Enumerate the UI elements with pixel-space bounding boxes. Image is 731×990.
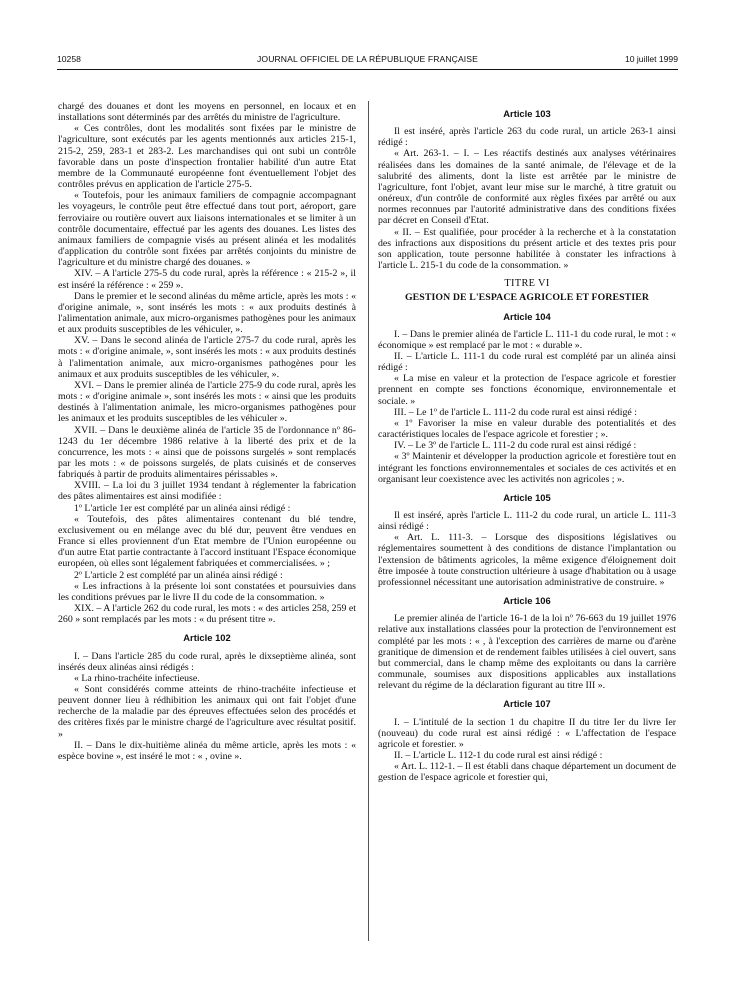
paragraph: 2º L'article 2 est complété par un alinéa ainsi rédigé : <box>74 569 283 581</box>
title-heading: TITRE VI <box>504 278 550 290</box>
paragraph: « II. – Est qualifiée, pour procéder à la recherche et à la constatation des infractions aux dispositions du présent article et des textes pris pour son application, toute personne habilitée à constater les infractions à l'article L. 215-1 du code de la consommation. » <box>378 226 676 272</box>
paragraph: « Les infractions à la présente loi sont constatées et poursuivies dans les conditions prévues par le livre II du code de la consommation. » <box>58 580 356 603</box>
paragraph: Le premier alinéa de l'article 16-1 de la loi nº 76-663 du 19 juillet 1976 relative aux installations classées pour la protection de l'environnement est complété par les mots : « , à l'exception des carrières de marne ou d'arène granitique de dimension et de rendement faibles utilisées à ciel ouvert, sans but commercial, dans le champ même des exploitants ou dans la carrière communale, soumises aux dispositions applicables aux installations relevant du régime de la déclaration figurant au titre III ». <box>378 613 676 692</box>
paragraph: IV. – Le 3º de l'article L. 111-2 du code rural est ainsi rédigé : <box>394 440 637 452</box>
paragraph: 1º L'article 1er est complété par un alinéa ainsi rédigé : <box>74 502 291 514</box>
article-heading: Article 102 <box>183 632 231 644</box>
paragraph: XVII. – Dans le deuxième alinéa de l'article 35 de l'ordonnance nº 86-1243 du 1er décembre 1986 relative à la liberté des prix et de la concurrence, les mots : « ainsi que de poissons surgelés » sont remplacés par les mots : « de poissons surgelés, de plats cuisinés et de conserves fabriqués à partir de produits alimentaires périssables ». <box>58 424 356 481</box>
paragraph: III. – Le 1º de l'article L. 111-2 du code rural est ainsi rédigé : <box>394 406 637 418</box>
paragraph: Il est inséré, après l'article L. 111-2 du code rural, un article L. 111-3 ainsi rédigé : <box>378 510 676 533</box>
paragraph: « Sont considérés comme atteints de rhino-trachéite infectieuse et peuvent donner lieu à rédhibition les animaux qui ont fait l'objet d'une recherche de la maladie par des épreuves effectuées selon des procédés et des critères fixés par le ministre chargé de l'agriculture avec résultat positif. » <box>58 683 356 740</box>
paragraph: « Art. L. 111-3. – Lorsque des dispositions législatives ou réglementaires soumettent à des conditions de distance l'implantation ou l'extension de bâtiments agricoles, la même exigence d'éloignement doit être imposée à toute construction ultérieure à usage d'habitation ou à usage professionnel nécessitant une autorisation administrative de construire. » <box>378 532 676 588</box>
paragraph: II. – L'article L. 111-1 du code rural est complété par un alinéa ainsi rédigé : <box>378 350 676 374</box>
page-header <box>57 54 678 68</box>
paragraph: « Art. L. 112-1. – Il est établi dans chaque département un document de gestion de l'espace agricole et forestier qui, <box>378 761 676 784</box>
paragraph: XVI. – Dans le premier alinéa de l'article 275-9 du code rural, après les mots : « d'origine animale », sont insérés les mots : « ainsi que les produits destinés à l'alimentation animale, les micro-organismes pathogènes pour les animaux et les produits susceptibles de les véhiculer ». <box>58 379 356 425</box>
right-column <box>378 101 676 783</box>
paragraph: Il est inséré, après l'article 263 du code rural, un article 263-1 ainsi rédigé : <box>378 126 676 149</box>
column-separator <box>368 101 369 941</box>
paragraph: I. – Dans le premier alinéa de l'article L. 111-1 du code rural, le mot : « économique » est remplacé par le mot : « durable ». <box>378 328 676 351</box>
paragraph: « Ces contrôles, dont les modalités sont fixées par le ministre de l'agriculture, sont exécutés par les agents mentionnés aux articles 215-1, 215-2, 259, 283-1 et 283-2. Les marchandises qui ont subi un contrôle favorable dans un poste d'inspection frontalier habilité d'un autre Etat membre de la Communauté européenne font éventuellement l'objet des contrôles prévus en application de l'article 275-5. <box>58 123 356 191</box>
publication-date: 10 juillet 1999 <box>624 54 678 64</box>
paragraph: « La rhino-trachéite infectieuse. <box>74 672 200 684</box>
paragraph: XIV. – A l'article 275-5 du code rural, après la référence : « 215-2 », il est inséré la référence : « 259 ». <box>58 268 356 291</box>
paragraph: « Art. 263-1. – I. – Les réactifs destinés aux analyses vétérinaires réalisées dans les domaines de la santé animale, de l'élevage et de la salubrité des aliments, dont la liste est arrêtée par le ministre de l'agriculture, font l'objet, avant leur mise sur le marché, à titre gratuit ou onéreux, d'un contrôle de conformité aux règles fixées par arrêté ou aux normes reconnues par l'autorité administrative dans des conditions fixées par décret en Conseil d'Etat. <box>378 148 676 227</box>
paragraph: XVIII. – La loi du 3 juillet 1934 tendant à réglementer la fabrication des pâtes alimentaires est ainsi modifiée : <box>58 480 356 503</box>
section-heading: GESTION DE L'ESPACE AGRICOLE ET FORESTIER <box>404 292 650 304</box>
journal-title: JOURNAL OFFICIEL DE LA RÉPUBLIQUE FRANÇAISE <box>257 54 478 64</box>
left-column <box>58 101 356 762</box>
article-heading: Article 106 <box>503 595 551 607</box>
paragraph: « La mise en valeur et la protection de l'espace agricole et forestier prennent en compte ses fonctions économique, environnementale et sociale. » <box>378 373 676 407</box>
paragraph: « 3º Maintenir et développer la production agricole et forestière tout en intégrant les fonctions environnementales et sociales de ces activités et en organisant leur coexistence avec les activités non agricoles ; ». <box>378 451 676 485</box>
paragraph: I. – Dans l'article 285 du code rural, après le dixseptième alinéa, sont insérés deux alinéas ainsi rédigés : <box>58 650 356 673</box>
article-heading: Article 104 <box>503 310 551 322</box>
paragraph: I. – L'intitulé de la section 1 du chapitre II du titre Ier du livre Ier (nouveau) du code rural est ainsi rédigé : « L'affectation de l'espace agricole et forestier. » <box>378 716 676 750</box>
paragraph: « 1º Favoriser la mise en valeur durable des potentialités et des caractéristiques locales de l'espace agricole et forestier ; ». <box>378 417 676 441</box>
paragraph: XV. – Dans le second alinéa de l'article 275-7 du code rural, après les mots : « d'origine animale, », sont insérés les mots : « aux produits destinés à l'alimentation animale, aux micro-organismes pathogènes pour les animaux et aux produits susceptibles de les véhiculer, ». <box>58 335 356 380</box>
page-number: 10258 <box>57 54 81 64</box>
article-heading: Article 105 <box>503 491 551 503</box>
paragraph: II. – Dans le dix-huitième alinéa du même article, après les mots : « espèce bovine », est inséré le mot : « , ovine ». <box>58 739 356 762</box>
article-heading: Article 103 <box>503 108 551 119</box>
paragraph: « Toutefois, des pâtes alimentaires contenant du blé tendre, exclusivement ou en mélange avec du blé dur, peuvent être vendues en France si elles proviennent d'un Etat membre de l'Union européenne ou d'un autre Etat partie contractante à l'accord instituant l'Espace économique européen, où elles sont légalement fabriquées et commercialisées. » ; <box>58 513 356 570</box>
header-rule <box>57 69 678 70</box>
paragraph: II. – L'article L. 112-1 du code rural est ainsi rédigé : <box>394 749 603 761</box>
paragraph: Dans le premier et le second alinéas du même article, après les mots : « d'origine animale, », sont insérés les mots : « aux produits destinés à l'alimentation animale, aux micro-organismes pathogènes pour les animaux et aux produits susceptibles de les véhiculer, ». <box>58 290 356 336</box>
paragraph: chargé des douanes et dont les moyens en personnel, en locaux et en installations sont déterminés par des arrêtés du ministre de l'agriculture. <box>58 101 356 124</box>
paragraph: XIX. – A l'article 262 du code rural, les mots : « des articles 258, 259 et 260 » sont remplacés par les mots : « du présent titre ». <box>58 603 356 626</box>
article-heading: Article 107 <box>503 698 551 710</box>
paragraph: « Toutefois, pour les animaux familiers de compagnie accompagnant les voyageurs, le contrôle peut être effectué dans tout port, aéroport, gare ferroviaire ou routière ouvert aux liaisons internationales et se limiter à un contrôle documentaire, effectué par les agents des douanes. Les listes des animaux familiers de compagnie visés au présent alinéa et les modalités d'application du contrôle sont fixées par arrêtés conjoints du ministre de l'agriculture et du ministre chargé des douanes. » <box>58 190 356 269</box>
